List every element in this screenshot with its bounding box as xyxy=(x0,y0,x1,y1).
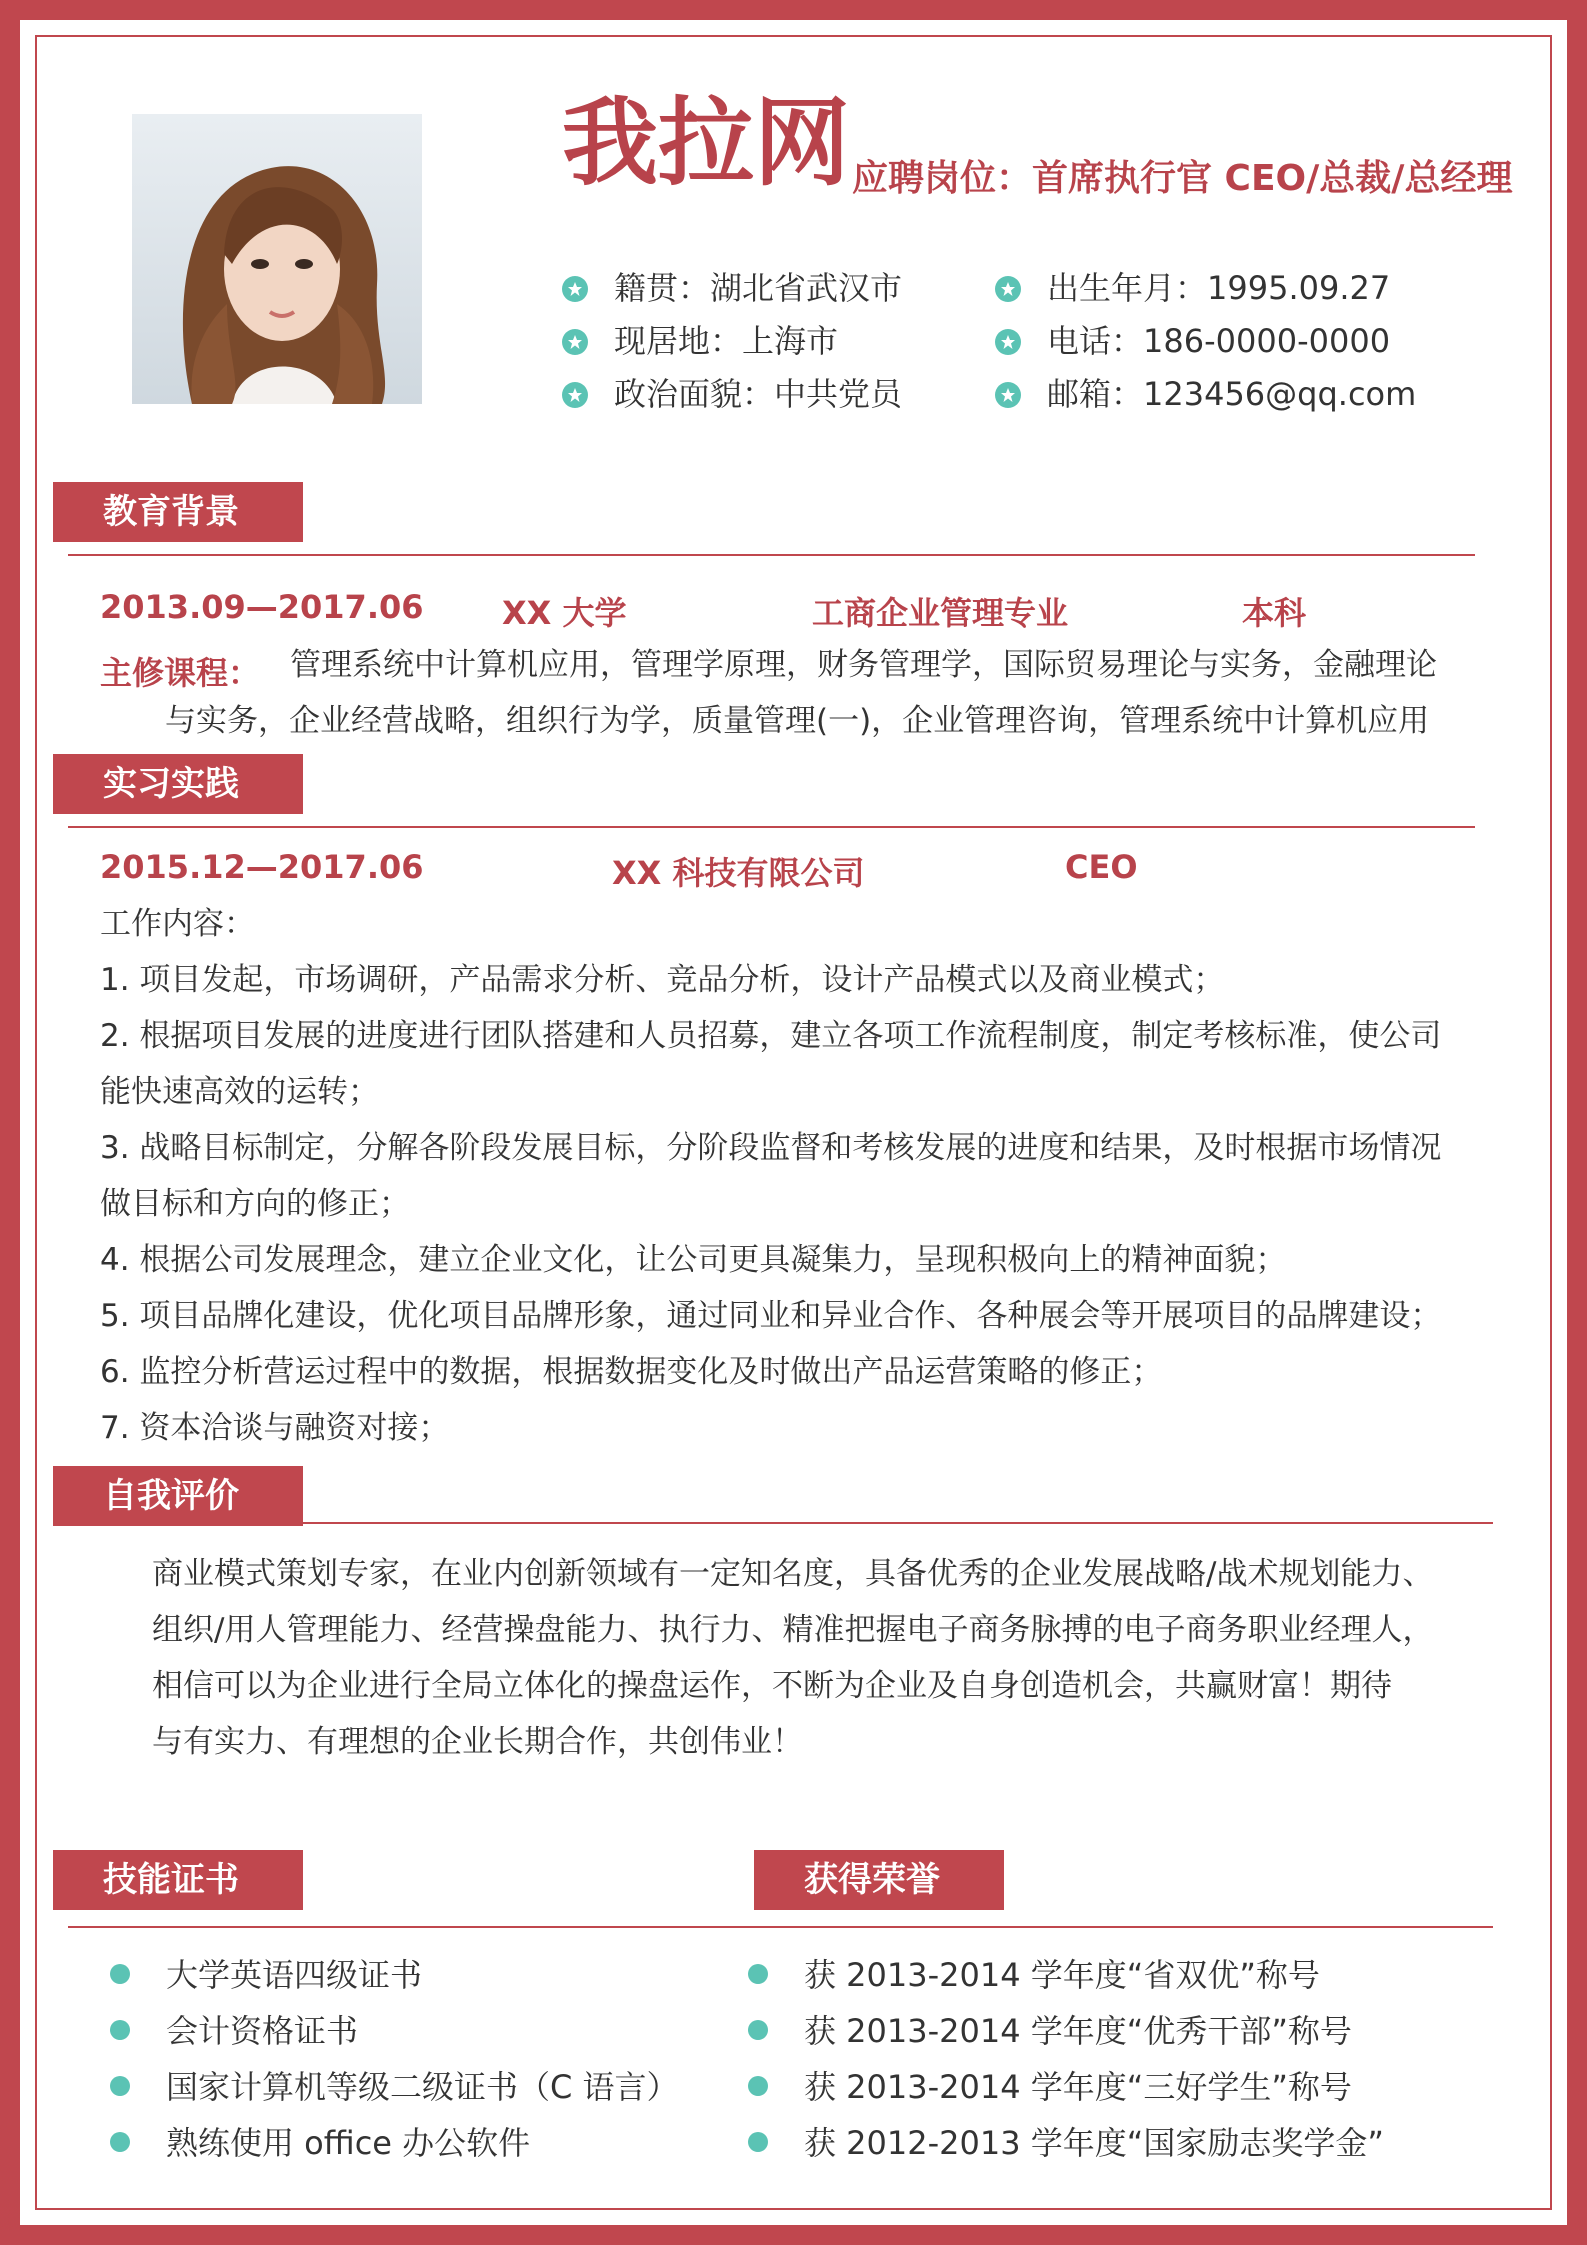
section-title-honors: 获得荣誉 xyxy=(754,1850,1004,1910)
section-title-self-eval: 自我评价 xyxy=(53,1466,303,1526)
profile-photo xyxy=(132,114,422,404)
info-birth: 出生年月：1995.09.27 xyxy=(995,263,1390,309)
bullet-dot-icon xyxy=(748,2076,768,2096)
skill-item: 会计资格证书 xyxy=(110,2003,358,2059)
work-line: 5. 项目品牌化建设，优化项目品牌形象，通过同业和异业合作、各种展会等开展项目的品牌建设； xyxy=(100,1298,1442,1334)
star-icon xyxy=(995,382,1021,408)
honor-item: 获 2013-2014 学年度“三好学生”称号 xyxy=(748,2059,1352,2115)
honor-item: 获 2012-2013 学年度“国家励志奖学金” xyxy=(748,2115,1384,2171)
work-line: 3. 战略目标制定，分解各阶段发展目标，分阶段监督和考核发展的进度和结果，及时根据市场情况 xyxy=(100,1130,1442,1166)
bullet-dot-icon xyxy=(110,2132,130,2152)
star-icon xyxy=(562,276,588,302)
info-phone: 电话：186-0000-0000 xyxy=(995,316,1390,362)
skill-item: 国家计算机等级二级证书（C 语言） xyxy=(110,2059,679,2115)
info-residence: 现居地：上海市 xyxy=(562,316,838,362)
info-politics: 政治面貌：中共党员 xyxy=(562,369,902,415)
candidate-name: 我拉网 xyxy=(562,87,850,199)
edu-period: 2013.09—2017.06 xyxy=(100,588,424,626)
edu-major: 工商企业管理专业 xyxy=(812,594,1069,632)
work-line: 2. 根据项目发展的进度进行团队搭建和人员招募，建立各项工作流程制度，制定考核标准，使公司 xyxy=(100,1018,1442,1054)
section-rule xyxy=(68,826,1475,828)
honor-item: 获 2013-2014 学年度“优秀干部”称号 xyxy=(748,2003,1352,2059)
section-title-internship: 实习实践 xyxy=(53,754,303,814)
courses-line: 与实务，企业经营战略，组织行为学，质量管理(一)，企业管理咨询，管理系统中计算机应用 xyxy=(165,703,1430,739)
section-title-skills: 技能证书 xyxy=(53,1850,303,1910)
self-eval-line: 商业模式策划专家，在业内创新领域有一定知名度，具备优秀的企业发展战略/战术规划能力、 xyxy=(152,1556,1434,1592)
skill-item: 大学英语四级证书 xyxy=(110,1947,422,2003)
work-line: 7. 资本洽谈与融资对接； xyxy=(100,1410,450,1446)
work-line: 1. 项目发起，市场调研，产品需求分析、竞品分析，设计产品模式以及商业模式； xyxy=(100,962,1225,998)
bullet-dot-icon xyxy=(748,2132,768,2152)
bullet-dot-icon xyxy=(748,1964,768,1984)
star-icon xyxy=(562,382,588,408)
work-line: 能快速高效的运转； xyxy=(100,1074,379,1110)
self-eval-line: 相信可以为企业进行全局立体化的操盘运作，不断为企业及自身创造机会，共赢财富！期待 xyxy=(152,1668,1392,1704)
section-rule xyxy=(68,554,1475,556)
edu-school: XX 大学 xyxy=(502,594,627,632)
section-rule xyxy=(68,1522,1493,1524)
star-icon xyxy=(995,276,1021,302)
section-rule xyxy=(68,1926,1493,1928)
info-email: 邮箱：123456@qq.com xyxy=(995,369,1416,415)
honor-item: 获 2013-2014 学年度“省双优”称号 xyxy=(748,1947,1320,2003)
courses-line: 管理系统中计算机应用，管理学原理，财务管理学，国际贸易理论与实务，金融理论 xyxy=(290,647,1437,683)
self-eval-line: 与有实力、有理想的企业长期合作，共创伟业！ xyxy=(152,1724,803,1760)
intern-period: 2015.12—2017.06 xyxy=(100,848,424,886)
bullet-dot-icon xyxy=(748,2020,768,2040)
work-line: 做目标和方向的修正； xyxy=(100,1186,410,1222)
intern-company: XX 科技有限公司 xyxy=(612,854,865,892)
work-content-label: 工作内容： xyxy=(100,906,255,942)
work-line: 6. 监控分析营运过程中的数据，根据数据变化及时做出产品运营策略的修正； xyxy=(100,1354,1163,1390)
edu-degree: 本科 xyxy=(1242,594,1307,632)
info-origin: 籍贯：湖北省武汉市 xyxy=(562,263,902,309)
work-line: 4. 根据公司发展理念，建立企业文化，让公司更具凝集力，呈现积极向上的精神面貌； xyxy=(100,1242,1287,1278)
section-title-education: 教育背景 xyxy=(53,482,303,542)
bullet-dot-icon xyxy=(110,2020,130,2040)
intern-role: CEO xyxy=(1065,848,1138,886)
bullet-dot-icon xyxy=(110,2076,130,2096)
star-icon xyxy=(562,329,588,355)
self-eval-line: 组织/用人管理能力、经营操盘能力、执行力、精准把握电子商务脉搏的电子商务职业经理人， xyxy=(152,1612,1434,1648)
applied-position: 应聘岗位：首席执行官 CEO/总裁/总经理 xyxy=(852,158,1513,199)
skill-item: 熟练使用 office 办公软件 xyxy=(110,2115,530,2171)
bullet-dot-icon xyxy=(110,1964,130,1984)
courses-label: 主修课程： xyxy=(100,654,261,692)
star-icon xyxy=(995,329,1021,355)
